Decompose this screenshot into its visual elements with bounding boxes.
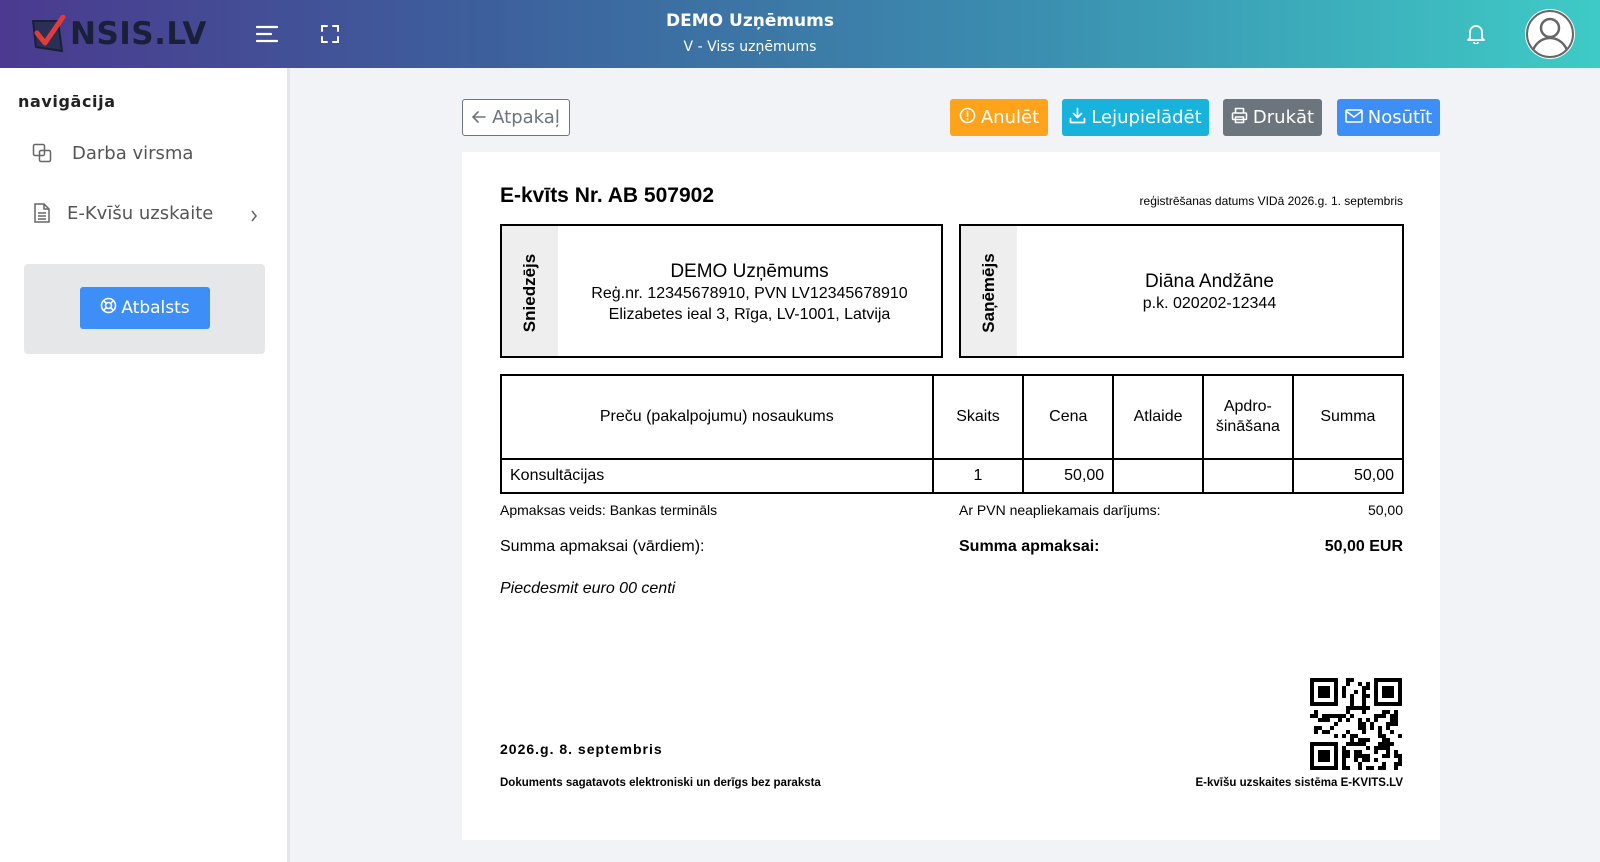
- col-header-quantity: Skaits: [933, 375, 1024, 459]
- cell-price: 50,00: [1023, 459, 1113, 493]
- buyer-tab-label: Saņēmējs: [979, 253, 998, 333]
- nav-title: navigācija: [18, 92, 116, 111]
- alert-circle-icon: [959, 107, 976, 129]
- support-button[interactable]: [80, 287, 210, 329]
- table-header-row: [501, 375, 1403, 459]
- col-header-insurance: Apdro- šināšana: [1203, 375, 1293, 459]
- cell-quantity: 1: [933, 459, 1024, 493]
- buyer-personal-code: p.k. 020202-12344: [1142, 295, 1277, 312]
- download-button[interactable]: [1062, 99, 1209, 136]
- logo-text: NSIS.LV: [70, 16, 207, 52]
- back-button-label: Atpakaļ: [492, 107, 560, 128]
- printer-icon: [1231, 107, 1248, 129]
- seller-tab-label: Sniedzējs: [520, 253, 539, 333]
- download-icon: [1069, 107, 1086, 129]
- col-header-sum: Summa: [1293, 375, 1403, 459]
- menu-toggle-icon[interactable]: [253, 20, 281, 48]
- chevron-right-icon: [250, 206, 258, 227]
- seller-name: DEMO Uzņēmums: [670, 261, 829, 282]
- sidebar-item-label: E-Kvīšu uzskaite: [67, 202, 214, 224]
- back-button[interactable]: [462, 99, 570, 136]
- receipt-title: E-kvīts Nr. AB 507902: [500, 184, 715, 207]
- vat-exempt-value: 50,00: [1367, 502, 1403, 518]
- sidebar-item-label: Darba virsma: [72, 142, 194, 164]
- receipt-date: 2026.g. 8. septembris: [500, 741, 663, 757]
- send-button-label: Nosūtīt: [1367, 107, 1433, 128]
- cell-discount: [1113, 459, 1203, 493]
- seller-reg-number: Reģ.nr. 12345678910, PVN LV12345678910: [591, 285, 908, 302]
- cancel-receipt-button[interactable]: [950, 99, 1048, 136]
- sum-in-words: Piecdesmit euro 00 centi: [500, 580, 676, 597]
- buyer-tab: [961, 226, 1017, 356]
- support-button-label: Atbalsts: [121, 298, 190, 318]
- fullscreen-icon[interactable]: [316, 20, 344, 48]
- footer-validity-note: Dokuments sagatavots elektroniski un derīgs bez paraksta: [500, 777, 821, 789]
- document-icon: [34, 203, 56, 225]
- registration-date: reģistrēšanas datums VIDā 2026.g. 1. septembris: [1139, 194, 1403, 208]
- footer-system-name: E-kvīšu uzskaites sistēma E-KVITS.LV: [1195, 777, 1403, 789]
- items-table: [500, 374, 1404, 494]
- sidebar-item-ekvisu-uzskaite[interactable]: [0, 193, 287, 233]
- lifebuoy-icon: [100, 297, 117, 319]
- user-avatar[interactable]: [1525, 9, 1575, 59]
- download-button-label: Lejupielādēt: [1091, 107, 1202, 128]
- app-logo[interactable]: [30, 14, 207, 54]
- company-name: DEMO Uzņēmums: [666, 11, 834, 31]
- top-header: [0, 0, 1600, 68]
- cancel-button-label: Anulēt: [980, 107, 1040, 128]
- total-sum-value: 50,00 EUR: [1324, 538, 1403, 555]
- sidebar-item-dashboard[interactable]: [0, 133, 287, 173]
- company-scope: V - Viss uzņēmums: [683, 39, 817, 55]
- buyer-name: Diāna Andžāne: [1145, 271, 1274, 292]
- table-row: [501, 459, 1403, 493]
- arrow-left-icon: [472, 107, 486, 128]
- company-selector[interactable]: [600, 10, 900, 58]
- sidebar: [0, 68, 290, 862]
- seller-tab: [502, 226, 558, 356]
- receipt-document: [462, 152, 1440, 840]
- payment-type: Apmaksas veids: Bankas termināls: [500, 502, 718, 518]
- print-button[interactable]: [1223, 99, 1322, 136]
- copy-icon: [32, 143, 54, 165]
- total-sum-label: Summa apmaksai:: [959, 538, 1100, 555]
- cell-insurance: [1203, 459, 1293, 493]
- send-button[interactable]: [1337, 99, 1440, 136]
- cell-name: Konsultācijas: [501, 459, 933, 493]
- print-button-label: Drukāt: [1252, 107, 1315, 128]
- col-header-name: Preču (pakalpojumu) nosaukums: [501, 375, 933, 459]
- qr-code: [1310, 678, 1402, 770]
- logo-check-icon: [30, 15, 68, 53]
- seller-address: Elizabetes ieal 3, Rīga, LV-1001, Latvija: [608, 306, 891, 323]
- col-header-discount: Atlaide: [1113, 375, 1203, 459]
- vat-exempt-label: Ar PVN neapliekamais darījums:: [959, 502, 1161, 518]
- sum-in-words-label: Summa apmaksai (vārdiem):: [500, 538, 705, 555]
- seller-box: [500, 224, 943, 358]
- buyer-box: [959, 224, 1404, 358]
- envelope-icon: [1345, 107, 1363, 128]
- col-header-price: Cena: [1023, 375, 1113, 459]
- cell-sum: 50,00: [1293, 459, 1403, 493]
- support-box: [24, 264, 265, 354]
- bell-icon[interactable]: [1462, 20, 1490, 48]
